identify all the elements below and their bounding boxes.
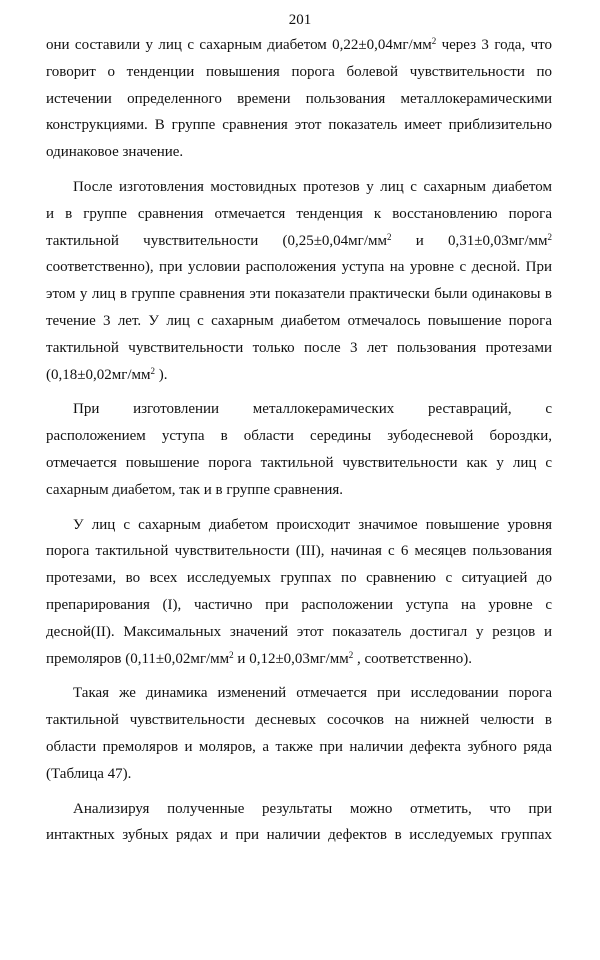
text-line: сахарным диабетом, так и в группе сравнения.	[46, 481, 344, 498]
text-line: отмечается повышение порога тактильной чувствительности как у лиц с	[46, 454, 552, 471]
text-line: конструкциями. В группе сравнения этот показатель имеет приблизительно	[46, 117, 552, 134]
text-line: тактильной чувствительности только после 3 лет пользования протезами	[46, 339, 552, 356]
text-line: истечении определенного времени пользования металлокерамическими	[46, 90, 552, 107]
page-number: 201	[288, 12, 312, 28]
text-line: премоляров ($0,11\pm 0,02мг/мм^2$ и $0,12\pm 0,03мг/мм^2$ , соответственно).	[46, 649, 473, 667]
text-line: соответственно), при условии расположения уступа на уровне с десной. При	[46, 259, 552, 276]
text-line: тактильной чувствительности десневых сосочков на нижней челюсти в	[46, 712, 552, 729]
text-line: тактильной чувствительности ($0,25\pm 0,04мг/мм^2$ и $0,31\pm 0,03мг/мм^2$	[46, 231, 552, 249]
text-line: расположением уступа в области середины зубодесневой бороздки,	[46, 428, 552, 445]
text-line: препарирования (I), частично при расположении уступа на уровне с	[46, 596, 552, 613]
text-line: области премоляров и моляров, а также при наличии дефекта зубного ряда	[46, 738, 552, 755]
text-line: При изготовлении металлокерамических реставраций, с	[73, 401, 552, 418]
paragraph	[46, 32, 552, 166]
paragraph	[46, 680, 552, 787]
text-line: После изготовления мостовидных протезов у лиц с сахарным диабетом	[73, 178, 552, 195]
text-line: этом у лиц в группе сравнения эти показатели практически были одинаковы в	[46, 286, 552, 303]
text-line: говорит о тенденции повышения порога болевой чувствительности по	[46, 63, 552, 80]
paragraph	[46, 396, 552, 503]
text-line: течение 3 лет. У лиц с сахарным диабетом отмечалось повышение порога	[46, 312, 552, 329]
paragraph	[46, 512, 552, 673]
text-line: Такая же динамика изменений отмечается при исследовании порога	[73, 685, 552, 702]
text-line: протезами, во всех исследуемых группах по сравнению с ситуацией до	[46, 570, 552, 587]
text-line: порога тактильной чувствительности (III), начиная с 6 месяцев пользования	[46, 543, 552, 560]
paragraph	[46, 174, 552, 388]
text-line: интактных зубных рядах и при наличии дефектов в исследуемых группах	[46, 827, 552, 844]
text-line: ($0,18\pm 0,02мг/мм^2$ ).	[46, 365, 168, 383]
text-line: десной(II). Максимальных значений этот показатель достигал у резцов и	[46, 623, 552, 640]
text-line: У лиц с сахарным диабетом происходит значимое повышение уровня	[73, 516, 552, 533]
text-line: Анализируя полученные результаты можно отметить, что при	[73, 800, 552, 817]
text-line: и в группе сравнения отмечается тенденция к восстановлению порога	[46, 205, 552, 222]
text-line: они составили у лиц с сахарным диабетом $0,22\pm 0,04мг/мм^2$ через 3 года, что	[46, 36, 552, 53]
text-line: одинаковое значение.	[46, 144, 184, 161]
body-text	[46, 32, 552, 857]
paragraph	[46, 796, 552, 850]
text-line: (Таблица 47).	[46, 765, 132, 782]
